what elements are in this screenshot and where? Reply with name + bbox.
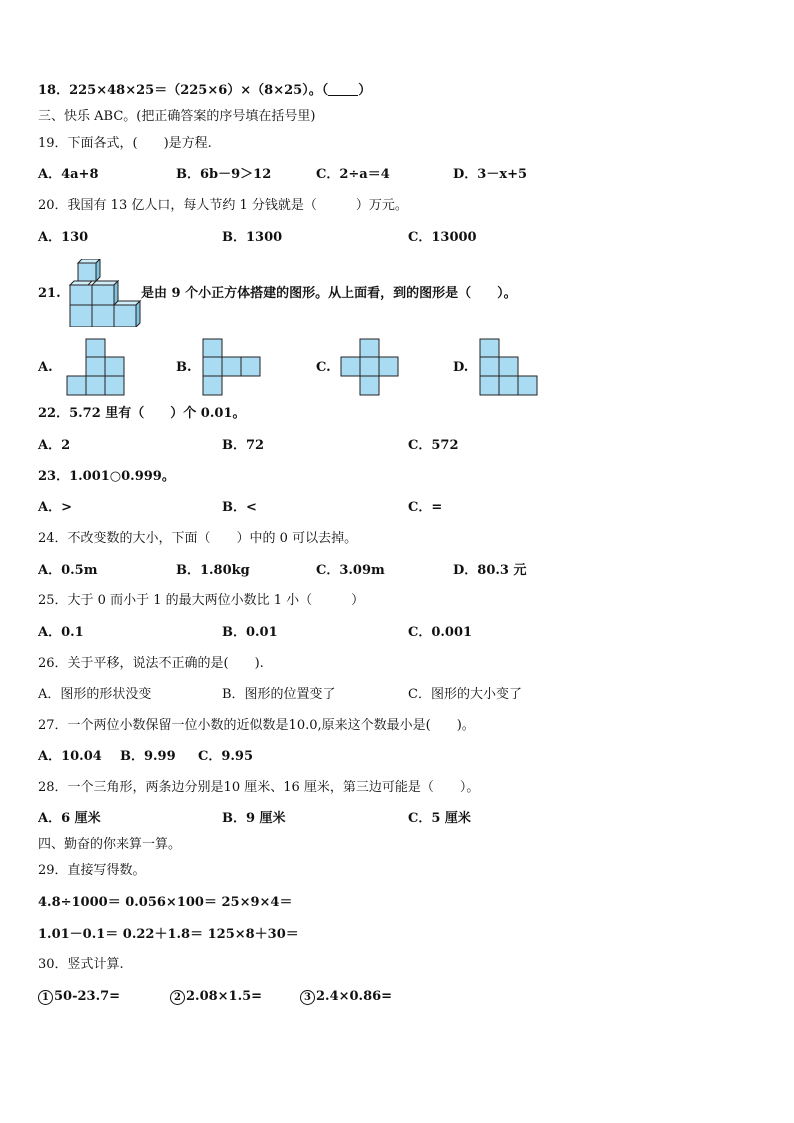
question-28-stem: 28．一个三角形，两条边分别是10 厘米、16 厘米，第三边可能是（ ）。 bbox=[38, 780, 480, 795]
question-25-stem: 25．大于 0 而小于 1 的最大两位小数比 1 小（ ） bbox=[38, 593, 365, 608]
answer-blank[interactable] bbox=[328, 83, 358, 96]
q26-option-b[interactable]: B．图形的位置变了 bbox=[222, 687, 336, 702]
question-18 bbox=[38, 83, 371, 99]
q30-item-1-expr: 50-23.7= bbox=[54, 989, 121, 1004]
q30-item-3 bbox=[300, 989, 392, 1005]
q27-option-c[interactable]: C．9.95 bbox=[198, 749, 254, 764]
q19-option-c[interactable]: C．2÷a＝4 bbox=[316, 167, 390, 182]
question-22-stem: 22．5.72 里有（ ）个 0.01。 bbox=[38, 406, 246, 421]
q20-option-a[interactable]: A．130 bbox=[38, 230, 89, 245]
q24-option-d[interactable]: D．80.3 元 bbox=[453, 563, 527, 578]
q21-option-c-figure[interactable] bbox=[340, 338, 402, 396]
q26-option-a[interactable]: A．图形的形状没变 bbox=[38, 687, 152, 702]
question-21-stem: 是由 9 个小正方体搭建的图形。从上面看，到的图形是（ ）。 bbox=[141, 286, 517, 301]
question-21-number: 21. bbox=[38, 286, 61, 301]
question-19-stem: 19．下面各式，( )是方程. bbox=[38, 136, 212, 151]
cube-stack-figure bbox=[66, 259, 142, 327]
q23-option-c[interactable]: C．= bbox=[408, 500, 443, 515]
question-23-stem: 23．1.001○0.999。 bbox=[38, 469, 175, 484]
q29-row-2: 1.01－0.1＝ 0.22＋1.8＝ 125×8＋30＝ bbox=[38, 927, 299, 942]
question-18-tail: ） bbox=[358, 83, 372, 98]
q19-option-d[interactable]: D．3－x+5 bbox=[453, 167, 528, 182]
q24-option-a[interactable]: A．0.5m bbox=[38, 563, 98, 578]
q21-option-a-figure[interactable] bbox=[66, 338, 128, 396]
q30-item-2-expr: 2.08×1.5= bbox=[186, 989, 263, 1004]
circled-number: 2 bbox=[170, 990, 185, 1005]
question-24-stem: 24．不改变数的大小，下面（ ）中的 0 可以去掉。 bbox=[38, 531, 358, 546]
q30-item-3-expr: 2.4×0.86= bbox=[316, 989, 393, 1004]
q21-option-c-label[interactable]: C. bbox=[316, 360, 331, 375]
question-26-stem: 26．关于平移，说法不正确的是( ). bbox=[38, 656, 264, 671]
question-20-stem: 20．我国有 13 亿人口，每人节约 1 分钱就是（ ）万元。 bbox=[38, 198, 408, 213]
q20-option-b[interactable]: B．1300 bbox=[222, 230, 283, 245]
q29-row-1: 4.8÷1000＝ 0.056×100＝ 25×9×4＝ bbox=[38, 895, 293, 910]
q21-option-b-figure[interactable] bbox=[202, 338, 264, 396]
q25-option-a[interactable]: A．0.1 bbox=[38, 625, 84, 640]
q23-option-a[interactable]: A．> bbox=[38, 500, 72, 515]
q25-option-c[interactable]: C．0.001 bbox=[408, 625, 473, 640]
q30-item-2 bbox=[170, 989, 262, 1005]
q28-option-a[interactable]: A．6 厘米 bbox=[38, 811, 101, 826]
q19-option-b[interactable]: B．6b－9＞12 bbox=[176, 167, 272, 182]
q21-option-d-figure[interactable] bbox=[479, 338, 541, 396]
question-18-text: 18．225×48×25＝（225×6）×（8×25）。（ bbox=[38, 83, 329, 98]
section-4-heading: 四、勤奋的你来算一算。 bbox=[38, 837, 182, 852]
q24-option-b[interactable]: B．1.80kg bbox=[176, 563, 250, 578]
section-3-heading: 三、快乐 ABC。(把正确答案的序号填在括号里) bbox=[38, 109, 316, 124]
q27-option-b[interactable]: B．9.99 bbox=[120, 749, 176, 764]
q30-item-1 bbox=[38, 989, 120, 1005]
q28-option-c[interactable]: C．5 厘米 bbox=[408, 811, 471, 826]
q23-option-b[interactable]: B．< bbox=[222, 500, 257, 515]
q22-option-c[interactable]: C．572 bbox=[408, 438, 459, 453]
question-30-stem: 30．竖式计算. bbox=[38, 957, 124, 972]
q21-option-d-label[interactable]: D. bbox=[453, 360, 469, 375]
circled-number: 1 bbox=[38, 990, 53, 1005]
q21-option-b-label[interactable]: B. bbox=[176, 360, 192, 375]
q24-option-c[interactable]: C．3.09m bbox=[316, 563, 385, 578]
q26-option-c[interactable]: C．图形的大小变了 bbox=[408, 687, 522, 702]
q21-option-a-label[interactable]: A. bbox=[38, 360, 53, 375]
question-29-stem: 29．直接写得数。 bbox=[38, 863, 146, 878]
q28-option-b[interactable]: B．9 厘米 bbox=[222, 811, 286, 826]
q19-option-a[interactable]: A．4a+8 bbox=[38, 167, 99, 182]
q22-option-a[interactable]: A．2 bbox=[38, 438, 71, 453]
question-27-stem: 27．一个两位小数保留一位小数的近似数是10.0,原来这个数最小是( )。 bbox=[38, 718, 475, 733]
q22-option-b[interactable]: B．72 bbox=[222, 438, 265, 453]
q20-option-c[interactable]: C．13000 bbox=[408, 230, 477, 245]
q27-option-a[interactable]: A．10.04 bbox=[38, 749, 102, 764]
q25-option-b[interactable]: B．0.01 bbox=[222, 625, 278, 640]
circled-number: 3 bbox=[300, 990, 315, 1005]
